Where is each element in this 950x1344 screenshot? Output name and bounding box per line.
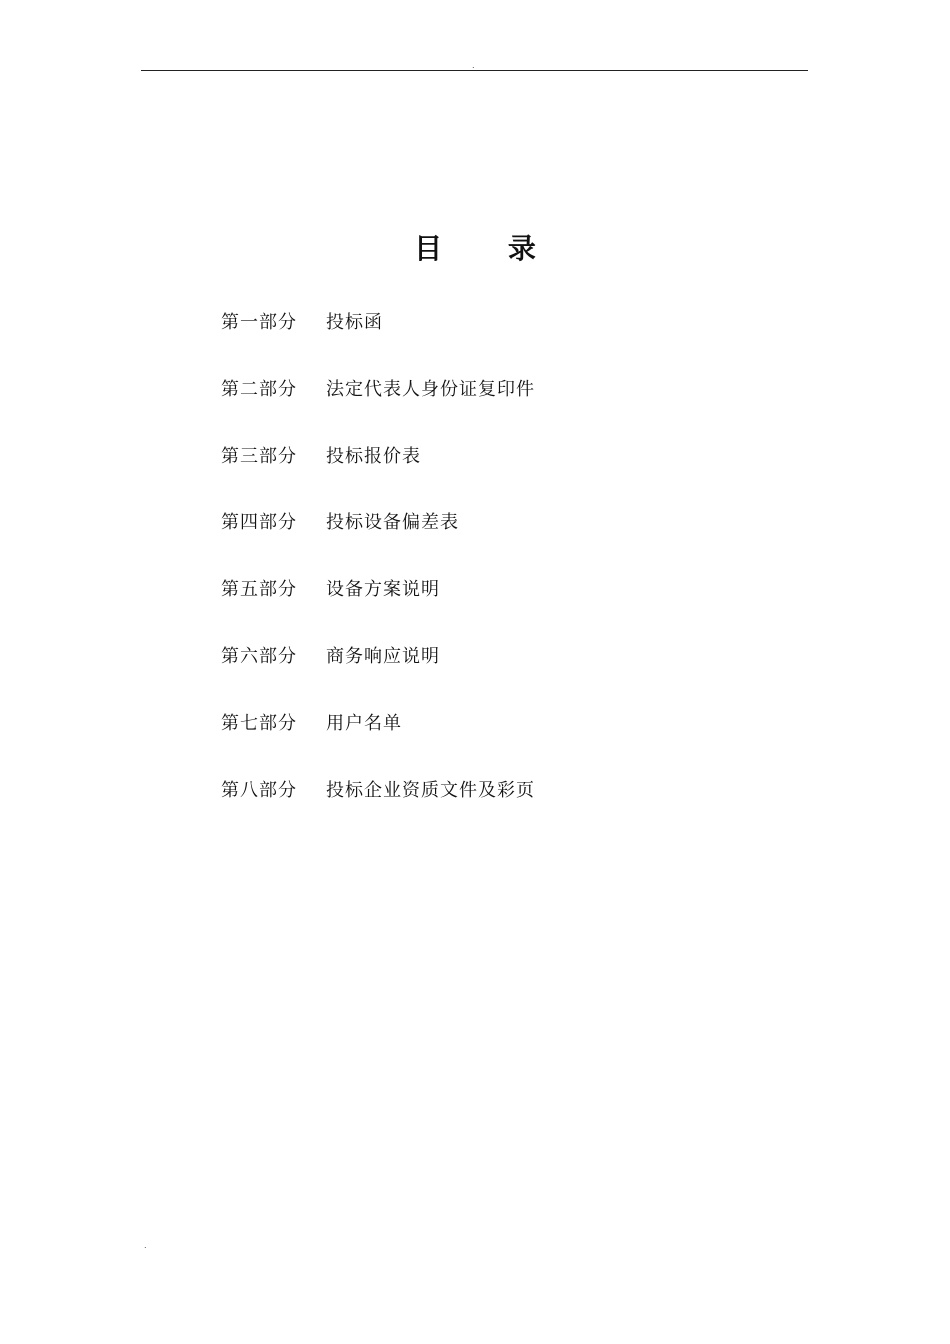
toc-entry-text: 用户名单: [326, 712, 402, 734]
toc-part-label: 第六部分: [221, 645, 297, 667]
header-rule: [141, 70, 808, 71]
toc-part-label: 第三部分: [221, 445, 297, 467]
toc-item: [221, 377, 535, 444]
toc-title: 目 录: [414, 231, 564, 265]
toc-entry-text: 商务响应说明: [326, 645, 440, 667]
toc-entry-text: 投标设备偏差表: [326, 512, 459, 534]
toc-entry-text: 法定代表人身份证复印件: [326, 378, 535, 400]
toc-item: [221, 444, 535, 511]
toc-part-label: 第七部分: [221, 712, 297, 734]
toc-item: [221, 711, 535, 778]
toc-entry-text: 投标企业资质文件及彩页: [326, 779, 535, 801]
footer-dot: .: [144, 1241, 147, 1250]
toc-list: [221, 310, 535, 844]
toc-item: [221, 778, 535, 845]
toc-part-label: 第四部分: [221, 512, 297, 534]
toc-part-label: 第二部分: [221, 378, 297, 400]
toc-entry-text: 投标报价表: [326, 445, 421, 467]
header-dot: .: [472, 61, 475, 70]
toc-part-label: 第五部分: [221, 579, 297, 601]
toc-item: [221, 310, 535, 377]
toc-item: [221, 577, 535, 644]
toc-entry-text: 设备方案说明: [326, 579, 440, 601]
toc-item: [221, 510, 535, 577]
toc-entry-text: 投标函: [326, 312, 383, 333]
toc-part-label: 第八部分: [221, 779, 297, 801]
toc-part-label: 第一部分: [221, 312, 297, 333]
toc-item: [221, 644, 535, 711]
